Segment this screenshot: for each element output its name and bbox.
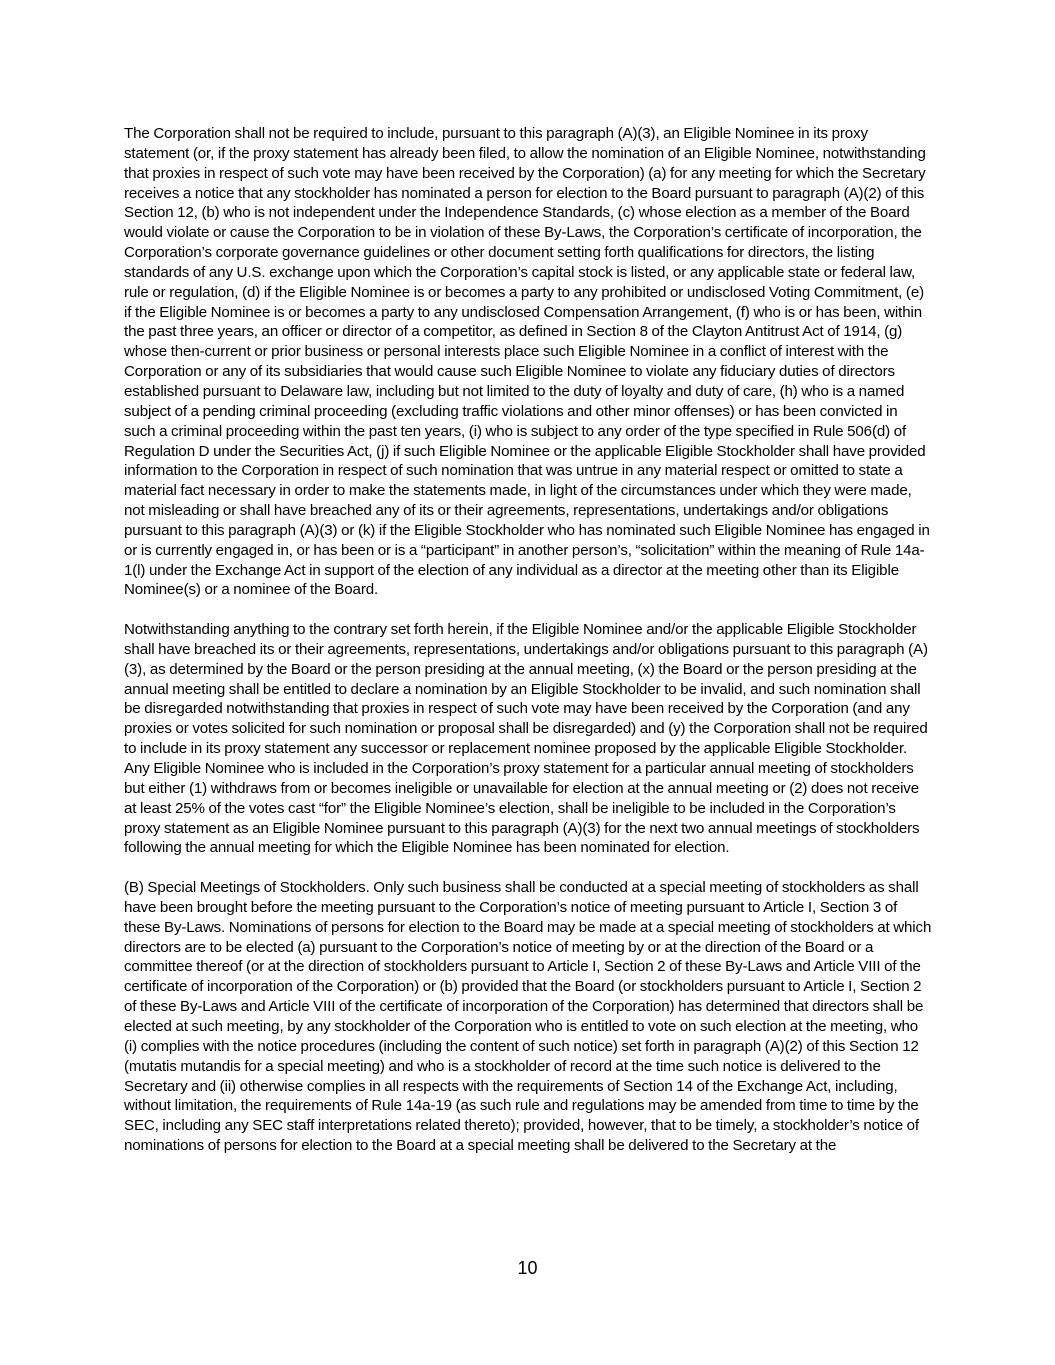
document-page [124,124,932,1156]
paragraph-special-meetings: (B) Special Meetings of Stockholders. Only such business shall be conducted at a special meeting of stockholders as shall have been brought before the meeting pursuant to the Corporation’s notice of meeting pursuant to Article I, Section 3 of these By-Laws. Nominations of persons for election to the Board may be made at a special meeting of stockholders at which directors are to be elected (a) pursuant to the Corporation’s notice of meeting by or at the direction of the Board or a committee thereof (or at the direction of stockholders pursuant to Article I, Section 2 of these By-Laws and Article VIII of the certificate of incorporation of the Corporation) or (b) provided that the Board (or stockholders pursuant to Article I, Section 2 of these By-Laws and Article VIII of the certificate of incorporation of the Corporation) has determined that directors shall be elected at such meeting, by any stockholder of the Corporation who is entitled to vote on such election at the meeting, who (i) complies with the notice procedures (including the content of such notice) set forth in paragraph (A)(2) of this Section 12 (mutatis mutandis for a special meeting) and who is a stockholder of record at the time such notice is delivered to the Secretary and (ii) otherwise complies in all respects with the requirements of Section 14 of the Exchange Act, including, without limitation, the requirements of Rule 14a-19 (as such rule and regulations may be amended from time to time by the SEC, including any SEC staff interpretations related thereto); provided, however, that to be timely, a stockholder’s notice of nominations of persons for election to the Board at a special meeting shall be delivered to the Secretary at the [124,879,932,1155]
paragraph-breach-consequences: Notwithstanding anything to the contrary set forth herein, if the Eligible Nominee and/or the applicable Eligible Stockholder shall have breached its or their agreements, representations, undertakings and/or obligations pursuant to this paragraph (A)(3), as determined by the Board or the person presiding at the annual meeting, (x) the Board or the person presiding at the annual meeting shall be entitled to declare a nomination by an Eligible Stockholder to be invalid, and such nomination shall be disregarded notwithstanding that proxies in respect of such vote may have been received by the Corporation (and any proxies or votes solicited for such nomination or proposal shall be disregarded) and (y) the Corporation shall not be required to include in its proxy statement any successor or replacement nominee proposed by the applicable Eligible Stockholder. Any Eligible Nominee who is included in the Corporation’s proxy statement for a particular annual meeting of stockholders but either (1) withdraws from or becomes ineligible or unavailable for election at the annual meeting or (2) does not receive at least 25% of the votes cast “for” the Eligible Nominee’s election, shall be ineligible to be included in the Corporation’s proxy statement as an Eligible Nominee pursuant to this paragraph (A)(3) for the next two annual meetings of stockholders following the annual meeting for which the Eligible Nominee has been nominated for election. [124,621,928,857]
page-number: 10 [517,1258,538,1278]
paragraph-eligible-nominee-exclusions: The Corporation shall not be required to include, pursuant to this paragraph (A)(3), an Eligible Nominee in its proxy statement (or, if the proxy statement has already been filed, to allow the nomination of an Eligible Nominee, notwithstanding that proxies in respect of such vote may have been received by the Corporation) (a) for any meeting for which the Secretary receives a notice that any stockholder has nominated a person for election to the Board pursuant to paragraph (A)(2) of this Section 12, (b) who is not independent under the Independence Standards, (c) whose election as a member of the Board would violate or cause the Corporation to be in violation of these By-Laws, the Corporation’s certificate of incorporation, the Corporation’s corporate governance guidelines or other document setting forth qualifications for directors, the listing standards of any U.S. exchange upon which the Corporation’s capital stock is listed, or any applicable state or federal law, rule or regulation, (d) if the Eligible Nominee is or becomes a party to any prohibited or undisclosed Voting Commitment, (e) if the Eligible Nominee is or becomes a party to any undisclosed Compensation Arrangement, (f) who is or has been, within the past three years, an officer or director of a competitor, as defined in Section 8 of the Clayton Antitrust Act of 1914, (g) whose then-current or prior business or personal interests place such Eligible Nominee in a conflict of interest with the Corporation or any of its subsidiaries that would cause such Eligible Nominee to violate any fiduciary duties of directors established pursuant to Delaware law, including but not limited to the duty of loyalty and duty of care, (h) who is a named subject of a pending criminal proceeding (excluding traffic violations and other minor offenses) or has been convicted in such a criminal proceeding within the past ten years, (i) who is subject to any order of the type specified in Rule 506(d) of Regulation D under the Securities Act, (j) if such Eligible Nominee or the applicable Eligible Stockholder shall have provided information to the Corporation in respect of such nomination that was untrue in any material respect or omitted to state a material fact necessary in order to make the statements made, in light of the circumstances under which they were made, not misleading or shall have breached any of its or their agreements, representations, undertakings and/or obligations pursuant to this paragraph (A)(3) or (k) if the Eligible Stockholder who has nominated such Eligible Nominee has engaged in or is currently engaged in, or has been or is a “participant” in another person’s, “solicitation” within the meaning of Rule 14a-1(l) under the Exchange Act in support of the election of any individual as a director at the meeting other than its Eligible Nominee(s) or a nominee of the Board. [124,125,930,599]
